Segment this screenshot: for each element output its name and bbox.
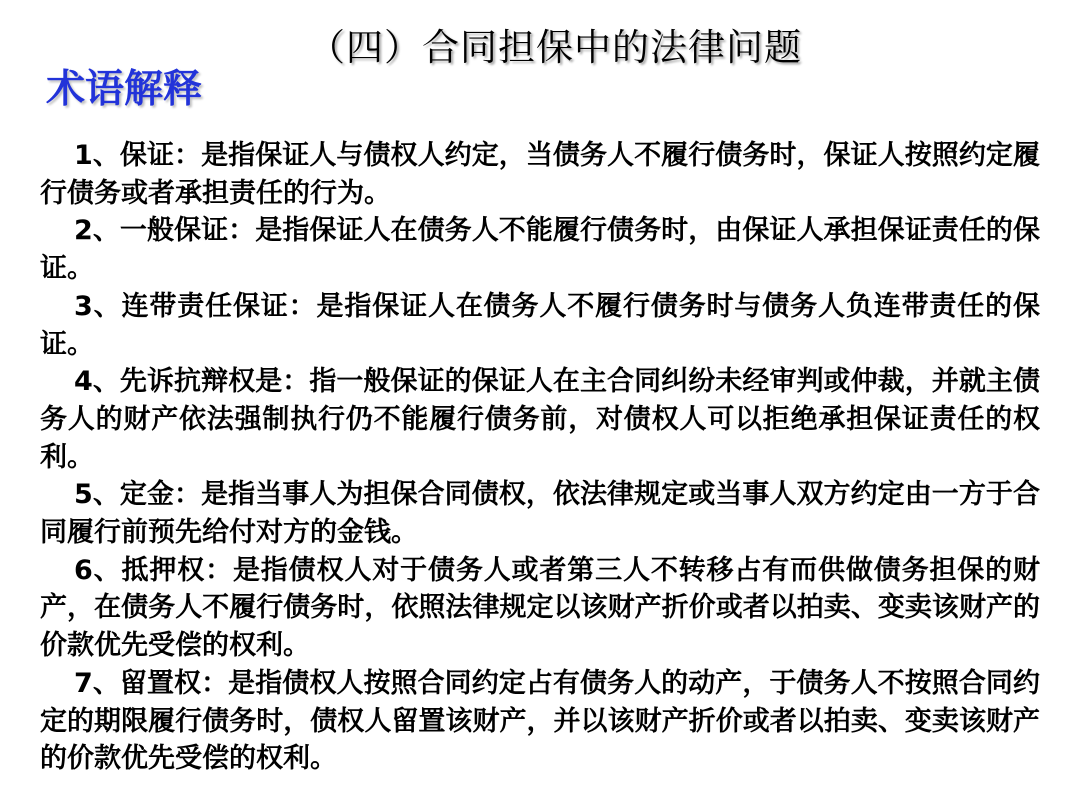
item-text: 、保证：是指保证人与债权人约定，当债务人不履行债务时，保证人按照约定履行债务或者承担责任的行为。 [40, 140, 1040, 209]
section-subtitle: 术语解释 [46, 67, 203, 112]
definition-item [40, 363, 1040, 476]
definition-item [40, 665, 1040, 778]
item-text: 、留置权：是指债权人按照合同约定占有债务人的动产，于债务人不按照合同约定的期限履行债务时，债权人留置该财产，并以该财产折价或者以拍卖、变卖该财产的价款优先受偿的权利。 [40, 667, 1040, 775]
definitions-list [40, 137, 1040, 778]
item-text: 、先诉抗辩权是：指一般保证的保证人在主合同纠纷未经审判或仲裁，并就主债务人的财产依法强制执行仍不能履行债务前，对债权人可以拒绝承担保证责任的权利。 [40, 366, 1040, 473]
definition-item [40, 137, 1040, 212]
definition-item [40, 552, 1040, 665]
slide-title: （四）合同担保中的法律问题 [308, 26, 802, 69]
item-number: 2 [74, 215, 93, 247]
item-number: 7 [74, 667, 93, 699]
definition-item [40, 288, 1040, 363]
item-text: 、定金：是指当事人为担保合同债权，依法律规定或当事人双方约定由一方于合同履行前预先给付对方的金钱。 [40, 479, 1040, 549]
item-number: 4 [74, 366, 93, 398]
item-text: 、抵押权：是指债权人对于债务人或者第三人不转移占有而供做债务担保的财产，在债务人不履行债务时，依照法律规定以该财产折价或者以拍卖、变卖该财产的价款优先受偿的权利。 [40, 554, 1040, 662]
item-number: 3 [74, 290, 93, 322]
item-number: 6 [74, 554, 93, 586]
item-text: 、一般保证：是指保证人在债务人不能履行债务时，由保证人承担保证责任的保证。 [40, 215, 1040, 285]
definition-item [40, 476, 1040, 551]
item-text: 、连带责任保证：是指保证人在债务人不履行债务时与债务人负连带责任的保证。 [40, 290, 1040, 360]
item-number: 5 [74, 479, 93, 511]
definition-item [40, 212, 1040, 287]
item-number: 1 [74, 140, 93, 171]
